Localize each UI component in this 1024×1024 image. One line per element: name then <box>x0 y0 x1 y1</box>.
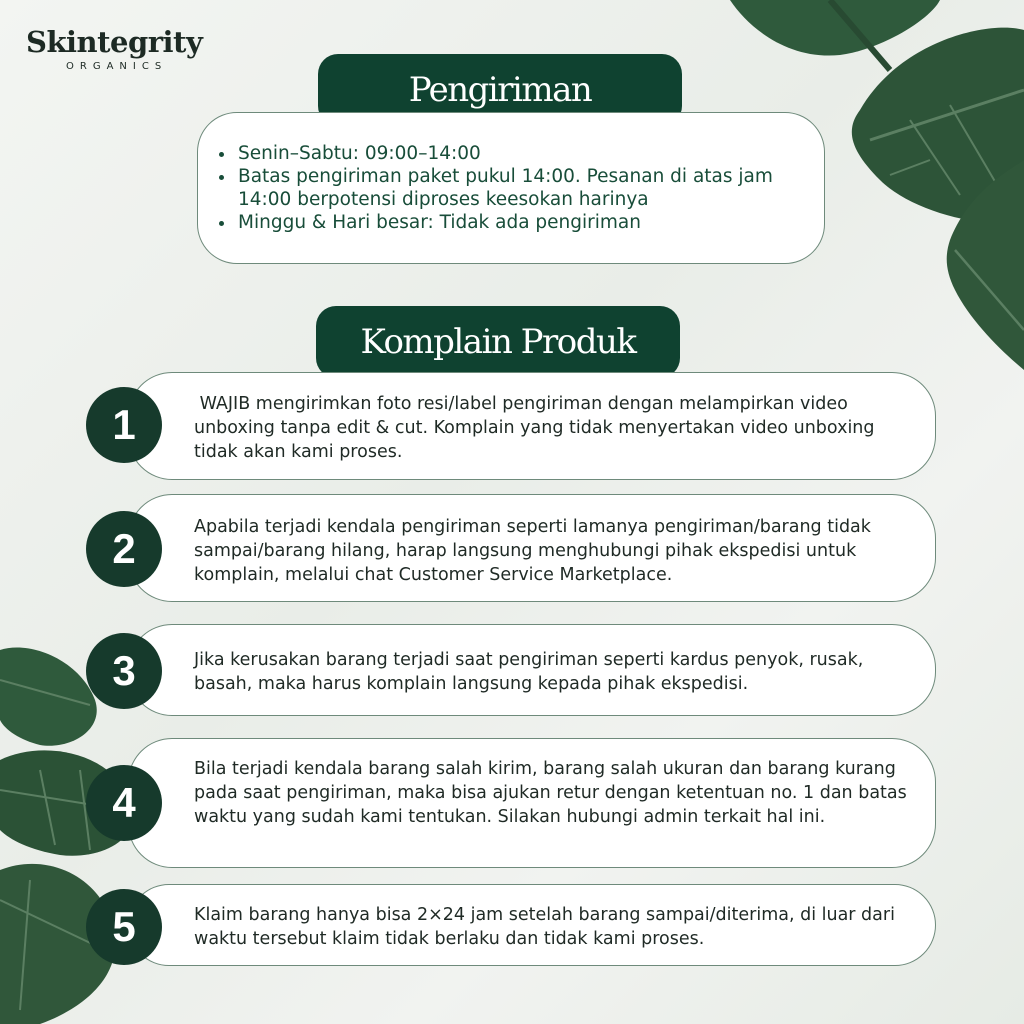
complaint-text-2: Apabila terjadi kendala pengiriman seperti lamanya pengiriman/barang tidak sampai/barang hilang, harap langsung menghubungi pihak ekspedisi untuk komplain, melalui chat Customer Service Marketplace. <box>194 517 877 585</box>
shipping-item: • Senin–Sabtu: 09:00–14:00 <box>236 142 816 165</box>
complaint-number-1: 1 <box>86 387 162 463</box>
brand-logo <box>26 25 216 72</box>
complaint-text-3: Jika kerusakan barang terjadi saat pengiriman seperti kardus penyok, rusak, basah, maka harus komplain langsung kepada pihak ekspedisi. <box>194 650 869 694</box>
complaint-text-4: Bila terjadi kendala barang salah kirim, barang salah ukuran dan barang kurang pada saat pengiriman, maka bisa ajukan retur dengan ketentuan no. 1 dan batas waktu yang sudah kami tentukan. Silakan hubungi admin terkait hal ini. <box>194 759 913 827</box>
shipping-title: Pengiriman <box>318 54 682 126</box>
brand-subtitle: ORGANICS <box>66 61 168 72</box>
complaint-text-1: WAJIB mengirimkan foto resi/label pengiriman dengan melampirkan video unboxing tanpa edit & cut. Komplain yang tidak menyertakan video unboxing tidak akan kami proses. <box>194 394 881 462</box>
complaint-number-2: 2 <box>86 511 162 587</box>
complaint-title: Komplain Produk <box>316 306 680 378</box>
complaint-number-3: 3 <box>86 633 162 709</box>
shipping-item: • Minggu & Hari besar: Tidak ada pengiriman <box>236 211 816 234</box>
shipping-list <box>216 142 816 234</box>
complaint-number-4: 4 <box>86 765 162 841</box>
shipping-item: • Batas pengiriman paket pukul 14:00. Pesanan di atas jam 14:00 berpotensi diproses keesokan harinya <box>236 165 816 211</box>
brand-name: Skintegrity <box>26 25 203 59</box>
complaint-text-5: Klaim barang hanya bisa 2×24 jam setelah barang sampai/diterima, di luar dari waktu tersebut klaim tidak berlaku dan tidak kami proses. <box>194 905 901 949</box>
complaint-number-5: 5 <box>86 889 162 965</box>
